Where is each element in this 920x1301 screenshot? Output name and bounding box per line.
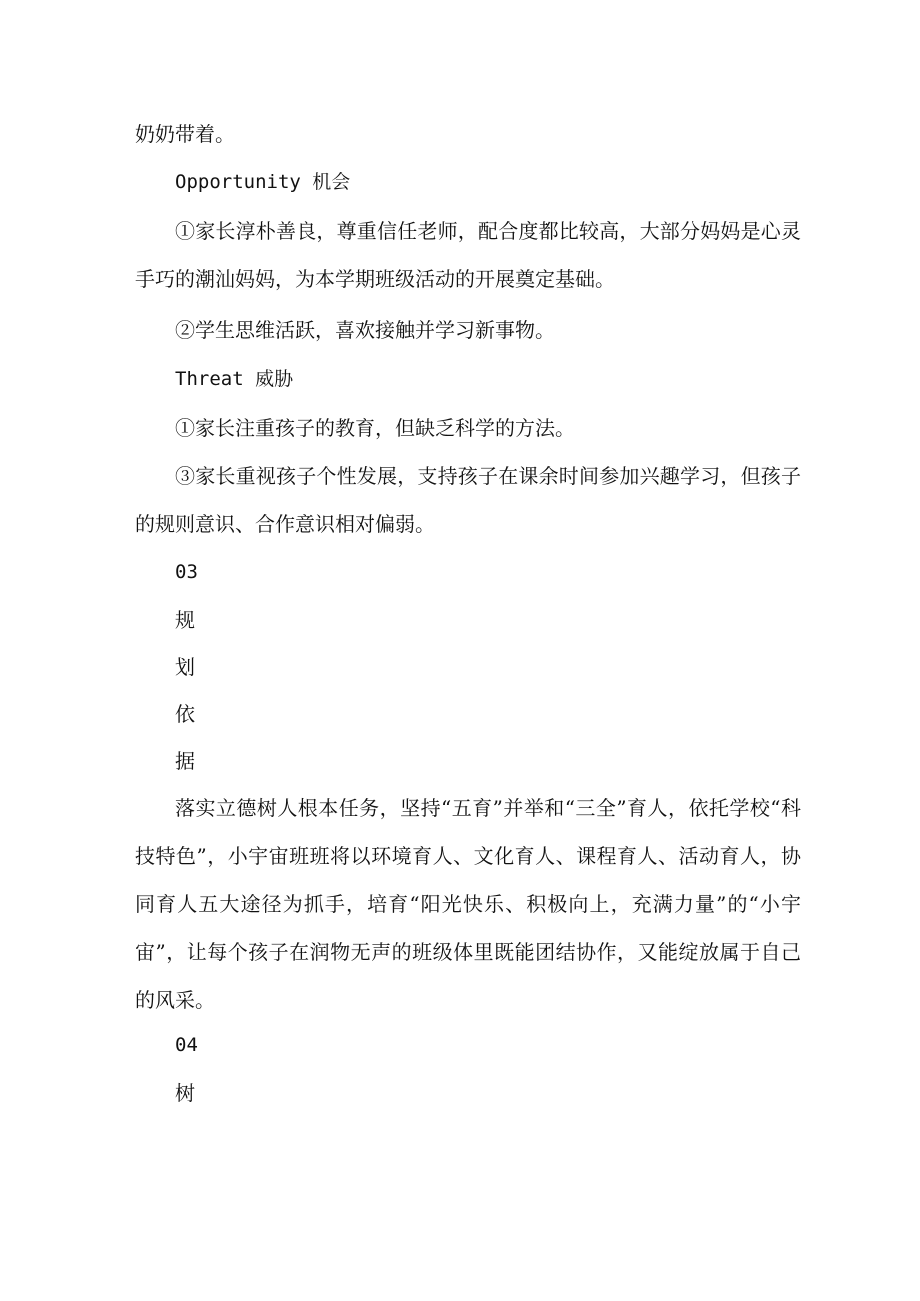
opportunity-item-1: ①家长淳朴善良，尊重信任老师，配合度都比较高，大部分妈妈是心灵手巧的潮汕妈妈，为本学期班级活动的开展奠定基础。 xyxy=(135,219,801,291)
section-number-04: 04 xyxy=(175,1034,198,1056)
opportunity-item-2: ②学生思维活跃，喜欢接触并学习新事物。 xyxy=(175,318,555,342)
section-number-03: 03 xyxy=(175,561,198,583)
threat-item-1: ①家长注重孩子的教育，但缺乏科学的方法。 xyxy=(175,416,575,440)
section-title-char: 依 xyxy=(175,702,195,726)
section-title-char: 划 xyxy=(175,655,195,679)
swot-heading-threat: Threat 威胁 xyxy=(175,368,294,390)
section-title-char: 规 xyxy=(175,608,195,632)
section-title-char: 据 xyxy=(175,749,195,773)
planning-basis-paragraph: 落实立德树人根本任务，坚持“五育”并举和“三全”育人，依托学校“科技特色”，小宇宙班班将以环境育人、文化育人、课程育人、活动育人，协同育人五大途径为抓手，培育“阳光快乐、积极向上，充满力量”的“小宇宙”，让每个孩子在润物无声的班级体里既能团结协作，又能绽放属于自己的风采。 xyxy=(135,796,801,1012)
threat-item-3: ③家长重视孩子个性发展，支持孩子在课余时间参加兴趣学习，但孩子的规则意识、合作意识相对偏弱。 xyxy=(135,464,801,536)
section-title-char: 树 xyxy=(175,1081,195,1105)
swot-heading-opportunity: Opportunity 机会 xyxy=(175,171,351,193)
paragraph-continuation: 奶奶带着。 xyxy=(135,122,235,146)
